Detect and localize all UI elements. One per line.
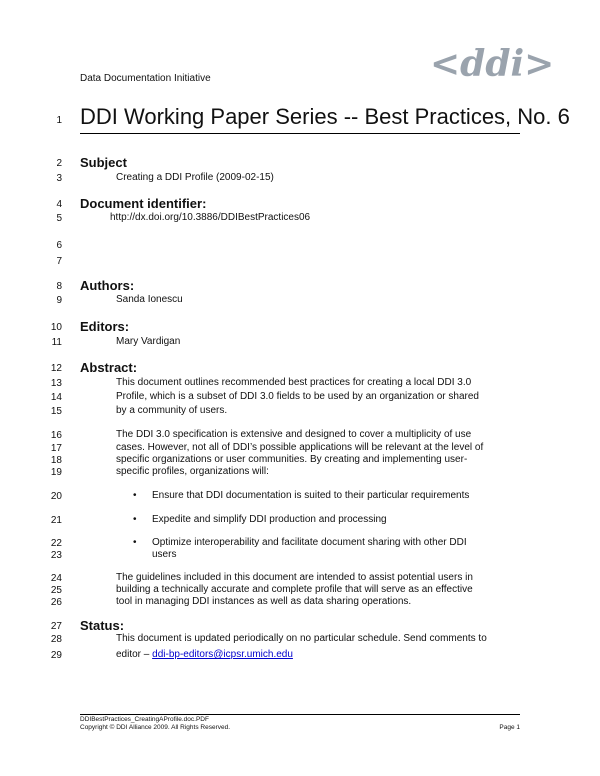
bullet-item: users (152, 549, 177, 560)
editor-email-link[interactable]: ddi-bp-editors@icpsr.umich.edu (152, 649, 293, 660)
line-number: 5 (56, 213, 62, 224)
title-divider (80, 133, 520, 134)
line-number: 21 (50, 515, 62, 526)
identifier-heading: Document identifier: (80, 196, 207, 211)
line-number: 4 (56, 199, 62, 210)
line-number: 9 (56, 295, 62, 306)
abstract-line: tool in managing DDI instances as well as data sharing operations. (116, 596, 412, 607)
bullet-item: Ensure that DDI documentation is suited to their particular requirements (152, 490, 470, 501)
status-heading: Status: (80, 618, 125, 633)
line-number: 27 (50, 621, 62, 632)
line-number: 8 (56, 281, 62, 292)
line-number: 29 (50, 650, 62, 661)
bullet-item: Expedite and simplify DDI production and processing (152, 514, 387, 525)
line-number: 20 (50, 491, 62, 502)
svg-text:<ddi>: <ddi> (430, 43, 555, 85)
abstract-line: The guidelines included in this document are intended to assist potential users in (116, 572, 473, 583)
abstract-line: The DDI 3.0 specification is extensive and designed to cover a multiplicity of use (116, 429, 472, 440)
abstract-line: specific profiles, organizations will: (116, 466, 269, 477)
line-number: 23 (50, 550, 62, 561)
line-number: 18 (50, 455, 62, 466)
line-number: 26 (50, 597, 62, 608)
abstract-line: cases. However, not all of DDI’s possible applications will be relevant at the level of (116, 442, 484, 453)
bullet-icon: • (133, 490, 137, 501)
abstract-line: Profile, which is a subset of DDI 3.0 fields to be used by an organization or shared (116, 391, 479, 402)
bullet-icon: • (133, 514, 137, 525)
subject-text: Creating a DDI Profile (2009-02-15) (116, 172, 274, 183)
bullet-item: Optimize interoperability and facilitate document sharing with other DDI (152, 537, 467, 548)
line-number: 2 (56, 158, 62, 169)
line-number: 1 (56, 115, 62, 126)
line-number: 14 (50, 392, 62, 403)
line-number: 17 (50, 443, 62, 454)
subject-heading: Subject (80, 155, 127, 170)
line-number: 13 (50, 378, 62, 389)
abstract-heading: Abstract: (80, 360, 138, 375)
line-number: 12 (50, 363, 62, 374)
page-title: DDI Working Paper Series -- Best Practices, No. 6 (80, 104, 570, 129)
abstract-line: by a community of users. (116, 405, 228, 416)
line-number: 25 (50, 585, 62, 596)
abstract-line: specific organizations or user communities. By creating and implementing user- (116, 454, 468, 465)
line-number: 16 (50, 430, 62, 441)
editor-name: Mary Vardigan (116, 336, 181, 347)
author-name: Sanda Ionescu (116, 294, 183, 305)
editors-heading: Editors: (80, 319, 130, 334)
line-number: 28 (50, 634, 62, 645)
abstract-line: This document outlines recommended best practices for creating a local DDI 3.0 (116, 377, 472, 388)
identifier-url: http://dx.doi.org/10.3886/DDIBestPractices06 (110, 212, 311, 223)
abstract-line: building a technically accurate and complete profile that will serve as an effective (116, 584, 473, 595)
ddi-logo (430, 38, 555, 90)
line-number: 11 (51, 337, 62, 348)
line-number: 19 (50, 467, 62, 478)
organization-name: Data Documentation Initiative (80, 73, 211, 84)
line-number: 6 (56, 240, 62, 251)
status-prefix: editor – (116, 649, 153, 660)
line-number: 22 (50, 538, 62, 549)
line-number: 3 (56, 173, 62, 184)
footer-copyright: Copyright © DDI Alliance 2009. All Rights Reserved. (80, 724, 231, 731)
line-number: 7 (56, 256, 62, 267)
line-number: 24 (50, 573, 62, 584)
bullet-icon: • (133, 537, 137, 548)
page-number: Page 1 (499, 724, 520, 731)
status-text (116, 649, 293, 661)
status-text: This document is updated periodically on no particular schedule. Send comments to (116, 633, 487, 644)
authors-heading: Authors: (80, 278, 135, 293)
line-number: 15 (50, 406, 62, 417)
footer-filename: DDIBestPractices_CreatingAProfile.doc.PDF (80, 716, 209, 723)
line-number: 10 (50, 322, 62, 333)
footer-divider (80, 714, 520, 715)
